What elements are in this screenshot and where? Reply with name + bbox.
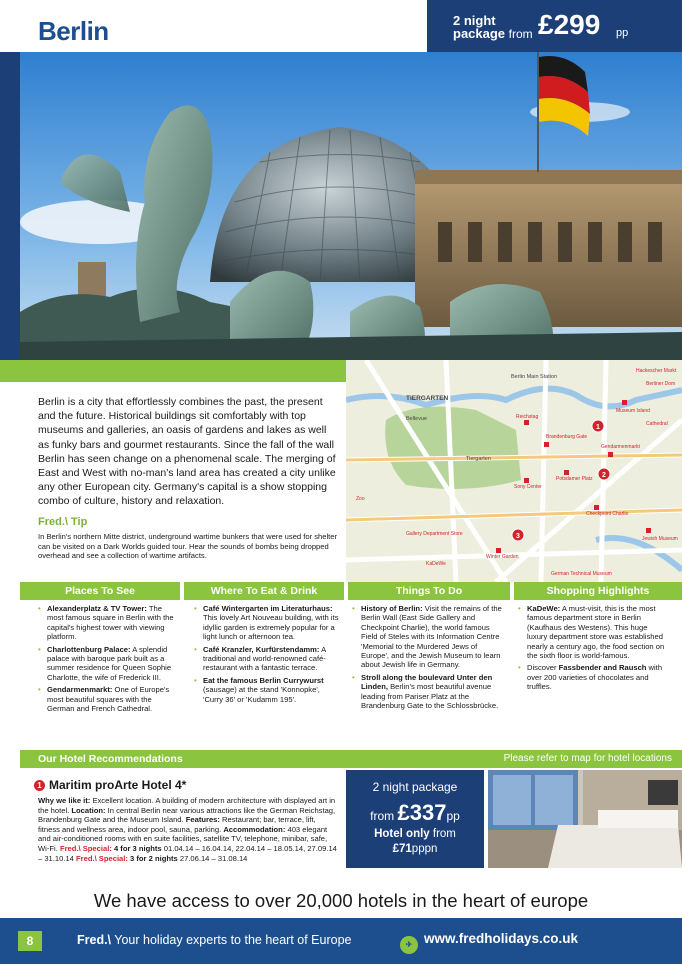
column-shopping: [516, 604, 666, 695]
column-where-to-eat: [192, 604, 340, 707]
map-label-cathedral: Cathedral: [646, 421, 668, 427]
hotel-number-badge: 1: [34, 780, 45, 791]
hotel-name-text: Maritim proArte Hotel 4*: [49, 778, 187, 792]
accent-bar: [0, 360, 346, 382]
side-strip: [0, 52, 20, 372]
hotel-package-label: 2 night package: [372, 780, 458, 794]
tagline: We have access to over 20,000 hotels in the heart of europe: [93, 890, 589, 911]
reichstag-photo: [20, 52, 682, 360]
map-label-zoo: Zoo: [356, 496, 365, 502]
page-title: Berlin: [38, 16, 109, 46]
list-item: • Charlottenburg Palace: A splendid palace with baroque park built as a summer residence for Queen Sophie Charlotte, the wife of Frederick III.: [36, 645, 176, 683]
footer-tagline: Fred.\ Your holiday experts to the heart of Europe: [77, 933, 352, 947]
map-label-brandenburg: Brandenburg Gate: [546, 434, 588, 440]
map-label-reichstag: Reichstag: [516, 414, 539, 420]
list-item: • Stroll along the boulevard Unter den Linden, Berlin's most beautiful avenue leading from Pariser Platz at the Brandenburg Gate to the Schlossbrücke.: [350, 673, 502, 711]
intro-text: Berlin is a city that effortlessly combines the past, the present and the future. Historical buildings sit comfortably with top museums and galleries, an oasis of gardens and lakes as well as funky bars and gourmet restaurants. Since the fall of the wall Berlin has seen change on a phenomenal scale. The merging of East and West with no-man's land area has created a city unlike any other European city. Germany's capital is a show stopping combo of culture, history and relaxation.: [38, 396, 336, 508]
map-marker-1: 1: [596, 424, 600, 431]
map-label-jewish-museum: Jewish Museum: [642, 536, 678, 542]
globe-icon: ✈: [400, 936, 418, 954]
hotel-description: Why we like it: Excellent location. A building of modern architecture with displayed art in the hotel. Location: In central Berlin near various attractions like the German Reichstag, Brandenburg Gate and the Museum Island. Features: Restaurant; bar, terrace, lift, fitness and wellness area, indoor pool, sauna, parking. Accommodation: 403 elegant and air-conditioned rooms with en suite facilities, satellite TV, telephone, minibar, safe, Wi-Fi. Fred.\ Special: 4 for 3 nights 01.04.14 – 16.04.14, 22.04.14 – 18.05.14, 27.09.14 – 31.10.14 Fred.\ Special: 3 for 2 nights 27.06.14 – 31.08.14: [38, 796, 337, 863]
map-label-gendarmenmarkt: Gendarmenmarkt: [601, 444, 640, 450]
heading-places-to-see: Places To See: [20, 582, 180, 600]
website-link[interactable]: ✈ www.fredholidays.co.uk: [400, 931, 578, 954]
list-item: • Gendarmenmarkt: One of Europe's most beautiful squares with the German and French Cathedral.: [36, 685, 176, 713]
list-item: • History of Berlin: Visit the remains of the Berlin Wall (East Side Gallery and Checkpoint Charlie), the world famous Field of Steles with its Information Centre 'Memorial to the Murdered Jews of Europe', and the Jewish Museum to learn about Jewish life in Germany.: [350, 604, 502, 670]
heading-shopping: Shopping Highlights: [514, 582, 682, 600]
map-label-sony: Sony Center: [514, 484, 542, 490]
package-price: £299: [538, 9, 601, 40]
map-label-tiergarten-area: Tiergarten: [466, 456, 491, 462]
page-number: 8: [18, 931, 42, 951]
hotel-only-price: Hotel only from £71pppn: [374, 828, 456, 855]
package-nights: 2 night: [453, 13, 496, 28]
list-item: • Alexanderplatz & TV Tower: The most famous square in Berlin with the capital's highest tower with viewing platform.: [36, 604, 176, 642]
map-label-kadewe: KaDeWe: [426, 561, 446, 567]
hotel-price-box: [346, 770, 484, 868]
list-item: • KaDeWe: A must-visit, this is the most famous department store in Berlin (Kaufhaus des Westens). This huge luxury department store was established nearly a century ago, the food section on the sixth floor is world-famous.: [516, 604, 666, 660]
map-marker-2: 2: [602, 472, 606, 479]
column-things-to-do: [350, 604, 502, 713]
column-places-to-see: [36, 604, 176, 716]
city-map: [346, 360, 682, 582]
map-label-gallery: Gallery Department Store: [406, 531, 463, 537]
map-label-museum-island: Museum Island: [616, 408, 650, 414]
map-label-station: Berlin Main Station: [511, 374, 558, 380]
hotel-room-photo: [488, 770, 682, 868]
map-label-winter-garden: Winter Garden: [486, 554, 519, 560]
hotel-recommendations-bar: [20, 750, 682, 768]
map-label-technical: German Technical Museum: [551, 571, 612, 577]
tip-text: In Berlin's northern Mitte district, underground wartime bunkers that were used for shelter can be visited on a Dark Worlds guided tour. Hear the sounds of bombs being dropped overhead and see a collection of wartime artifacts.: [38, 532, 338, 561]
list-item: • Café Wintergarten im Literaturhaus: This lovely Art Nouveau building, with its idyllic garden is extremely popular for a light lunch or afternoon tea.: [192, 604, 340, 642]
map-label-bellevue: Bellevue: [406, 416, 428, 422]
map-marker-3: 3: [516, 533, 520, 540]
list-item: • Café Kranzler, Kurfürstendamm: A traditional and world-renowned café-restaurant with a fantastic terrace.: [192, 645, 340, 673]
hotel-bar-title: Our Hotel Recommendations: [38, 753, 183, 765]
list-item: • Eat the famous Berlin Currywurst (sausage) at the stand 'Konnopke', 'Curry 36' or 'Kudamm 195'.: [192, 676, 340, 704]
hotel-name: [34, 778, 186, 792]
map-label-hackescher: Hackescher Markt: [636, 368, 677, 374]
package-price-box: [427, 0, 682, 52]
package-from: from: [508, 27, 533, 41]
footer: [0, 918, 682, 964]
list-item: • Discover Fassbender and Rausch with over 200 varieties of chocolates and truffles.: [516, 663, 666, 691]
map-label-checkpoint: Checkpoint Charlie: [586, 511, 629, 517]
tip-title: Fred.\ Tip: [38, 516, 88, 528]
heading-things-to-do: Things To Do: [348, 582, 510, 600]
package-label: [453, 14, 533, 41]
hotel-package-price: from £337pp: [370, 800, 460, 825]
map-label-potsdamer: Potsdamer Platz: [556, 476, 593, 482]
package-pp: pp: [616, 27, 629, 39]
map-label-dom: Berliner Dom: [646, 381, 676, 387]
map-label-tiergarten: TIERGARTEN: [406, 395, 449, 402]
heading-where-to-eat: Where To Eat & Drink: [184, 582, 344, 600]
hotel-bar-note: Please refer to map for hotel locations: [503, 753, 672, 764]
package-word: package: [453, 26, 506, 41]
